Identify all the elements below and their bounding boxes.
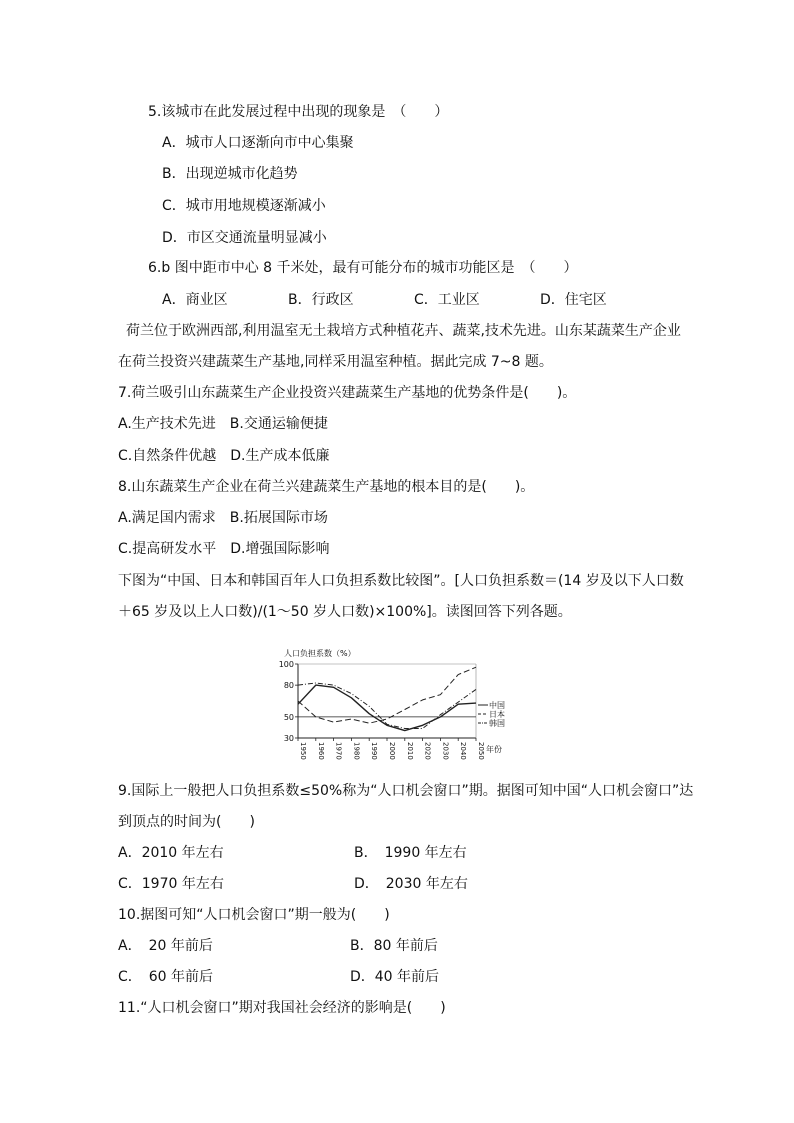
legend-label-1: 日本 — [489, 710, 505, 719]
x-tick-label-1960: 1960 — [316, 742, 325, 760]
q9-option-a: A．2010 年左右 — [118, 845, 224, 861]
x-tick-label-1970: 1970 — [334, 742, 343, 760]
chart-ylabel: 人口负担系数（%） — [284, 649, 356, 658]
x-tick-label-1950: 1950 — [299, 742, 307, 760]
passage1-line1: 荷兰位于欧洲西部,利用温室无土栽培方式种植花卉、蔬菜,技术先进。山东某蔬菜生产企业 — [126, 323, 681, 339]
q5-stem: 5.该城市在此发展过程中出现的现象是 （ ） — [148, 104, 449, 120]
q10-option-b: B．80 年前后 — [350, 938, 438, 954]
x-tick-label-2020: 2020 — [423, 742, 432, 760]
q10-option-a: A． 20 年前后 — [118, 938, 213, 954]
legend-label-2: 韩国 — [489, 719, 505, 728]
q5-option-a: A．城市人口逐渐向市中心集聚 — [162, 135, 354, 151]
q9-option-c: C．1970 年左右 — [118, 876, 224, 892]
y-tick-label-80: 80 — [283, 681, 294, 691]
x-tick-label-2030: 2030 — [441, 742, 450, 760]
q9-stem-line1: 9.国际上一般把人口负担系数≤50%称为“人口机会窗口”期。据图可知中国“人口机会窗口”达 — [118, 783, 694, 799]
y-tick-label-30: 30 — [283, 734, 294, 743]
x-tick-label-1990: 1990 — [370, 742, 379, 760]
x-tick-label-2000: 2000 — [388, 742, 396, 760]
q8-options-cd: C.提高研发水平 D.增强国际影响 — [118, 541, 330, 557]
passage2-line2: ＋65 岁及以上人口数)/(1～50 岁人口数)×100%]。读图回答下列各题。 — [118, 604, 572, 620]
q8-options-ab: A.满足国内需求 B.拓展国际市场 — [118, 510, 328, 526]
q10-option-d: D．40 年前后 — [350, 969, 440, 985]
series-line-2 — [298, 683, 476, 729]
passage1-line2: 在荷兰投资兴建蔬菜生产基地,同样采用温室种植。据此完成 7~8 题。 — [118, 354, 553, 370]
q6-stem: 6.b 图中距市中心 8 千米处，最有可能分布的城市功能区是 （ ） — [148, 260, 578, 276]
x-tick-label-1980: 1980 — [352, 742, 361, 760]
x-tick-label-2040: 2040 — [459, 742, 468, 760]
q5-option-d: D．市区交通流量明显减小 — [162, 230, 327, 246]
chart-xlabel: 年份 — [486, 745, 502, 754]
legend-label-0: 中国 — [489, 701, 505, 710]
x-tick-label-2050: 2050 — [477, 742, 485, 760]
y-tick-label-50: 50 — [283, 712, 294, 722]
q11-stem: 11.“人口机会窗口”期对我国社会经济的影响是( ) — [118, 1000, 446, 1016]
q6-option-a: A．商业区 — [162, 292, 228, 308]
q8-stem: 8.山东蔬菜生产企业在荷兰兴建蔬菜生产基地的根本目的是( )。 — [118, 479, 535, 495]
passage2-line1: 下图为“中国、日本和韩国百年人口负担系数比较图”。[人口负担系数＝(14 岁及以下人口数 — [118, 573, 684, 589]
q9-option-b: B． 1990 年左右 — [354, 845, 467, 861]
q5-option-c: C．城市用地规模逐渐减小 — [162, 198, 326, 214]
q7-stem: 7.荷兰吸引山东蔬菜生产企业投资兴建蔬菜生产基地的优势条件是( )。 — [118, 385, 577, 401]
y-tick-label-100: 100 — [278, 660, 294, 669]
q6-option-b: B．行政区 — [288, 292, 354, 308]
q10-stem: 10.据图可知“人口机会窗口”期一般为( ) — [118, 907, 390, 923]
q10-option-c: C． 60 年前后 — [118, 969, 214, 985]
x-tick-label-2010: 2010 — [405, 742, 414, 760]
q9-stem-line2: 到顶点的时间为( ) — [118, 814, 255, 830]
q7-options-ab: A.生产技术先进 B.交通运输便捷 — [118, 416, 328, 432]
population-burden-chart — [278, 646, 522, 760]
q7-options-cd: C.自然条件优越 D.生产成本低廉 — [118, 448, 330, 464]
q6-option-c: C．工业区 — [414, 292, 480, 308]
q6-option-d: D．住宅区 — [540, 292, 607, 308]
q5-option-b: B．出现逆城市化趋势 — [162, 166, 298, 182]
series-line-1 — [298, 667, 476, 723]
q9-option-d: D． 2030 年左右 — [354, 876, 468, 892]
